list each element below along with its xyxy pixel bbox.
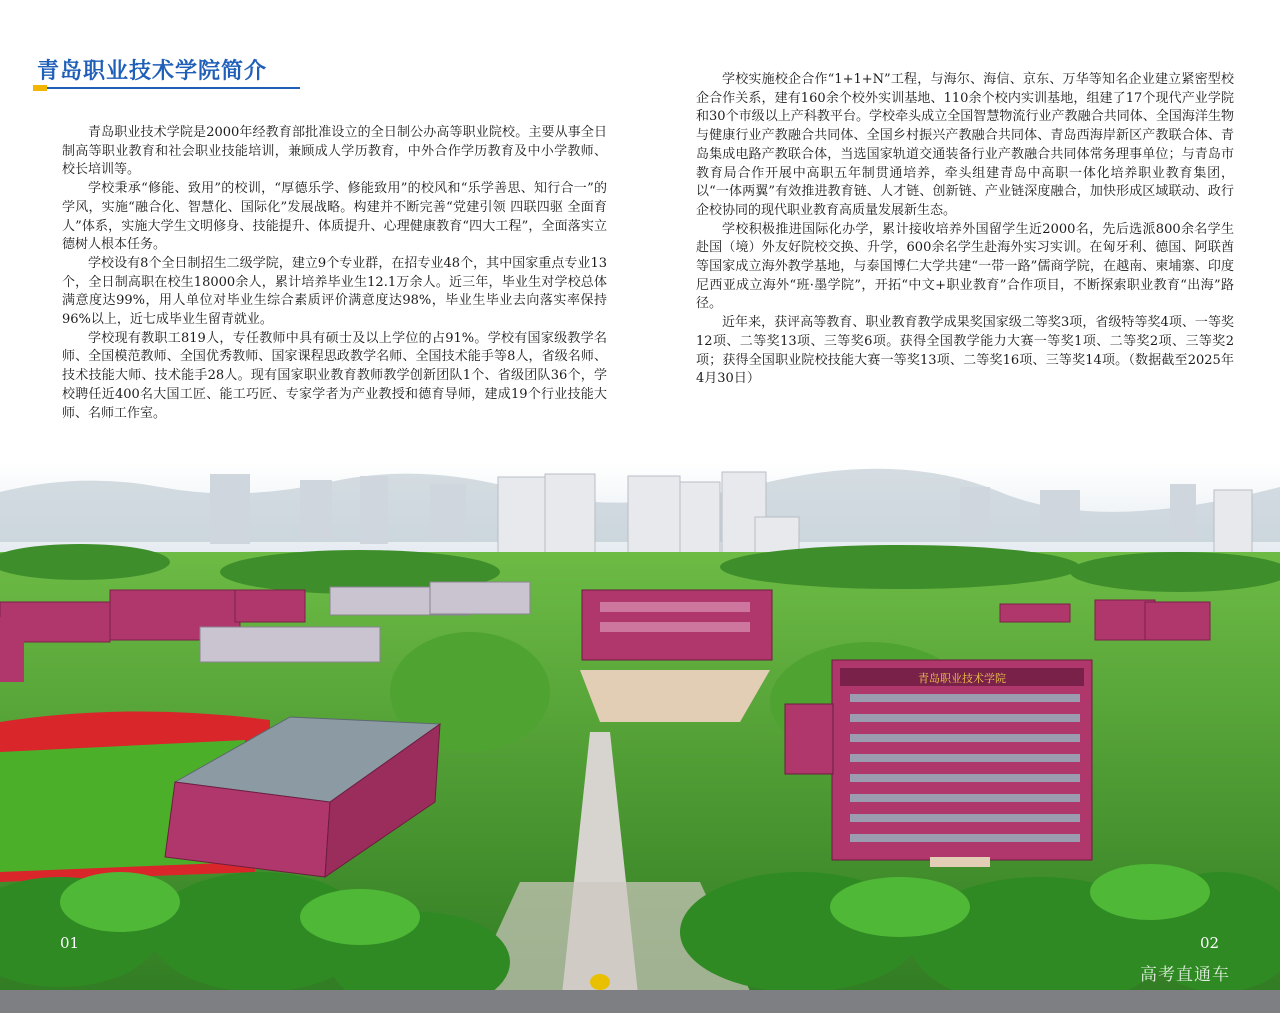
paragraph: 青岛职业技术学院是2000年经教育部批准设立的全日制公办高等职业院校。主要从事全日制高等职业教育和社会职业技能培训，兼顾成人学历教育，中外合作学历教育及中小学教师、校长培训等。: [62, 125, 607, 178]
page-number-left: 01: [60, 934, 80, 952]
left-text-column: [62, 124, 607, 423]
paragraph: 近年来，获评高等教育、职业教育教学成果奖国家级二等奖3项，省级特等奖4项、一等奖12项、二等奖13项、三等奖6项。获得全国教学能力大赛一等奖1项、二等奖2项、三等奖2项；获得全国职业院校技能大赛一等奖13项、二等奖16项、三等奖14项。（数据截至2025年4月30日）: [696, 315, 1234, 387]
paragraph: 学校设有8个全日制招生二级学院，建立9个专业群，在招专业48个，其中国家重点专业13个，全日制高职在校生18000余人，累计培养毕业生12.1万余人。近三年，毕业生对学校总体满意度达99%，用人单位对毕业生综合素质评价满意度达98%，毕业生毕业去向落实率保持96%以上，近七成毕业生留青就业。: [62, 255, 607, 328]
paragraph: 学校积极推进国际化办学，累计接收培养外国留学生近2000名，先后选派800余名学生赴国（境）外友好院校交换、升学，600余名学生赴海外实习实训。在匈牙利、德国、阿联酋等国家成立海外教学基地，与泰国博仁大学共建“一带一路”儒商学院，在越南、柬埔寨、印度尼西亚成立海外“班·墨学院”，开拓“中文+职业教育”合作项目，不断探索职业教育“出海”路径。: [696, 221, 1234, 312]
right-text-column: [696, 71, 1234, 389]
title-underline: [37, 87, 300, 89]
paragraph: 学校现有教职工819人，专任教师中具有硕士及以上学位的占91%。学校有国家级教学名师、全国模范教师、全国优秀教师、国家课程思政教学名师、全国技术能手等8人，省级名师、技术技能大师、技术能手28人。现有国家职业教育教师教学创新团队1个、省级团队36个，学校聘任近400名大国工匠、能工巧匠、专家学者为产业教授和德育导师，建成19个行业技能大师、名师工作室。: [62, 330, 607, 421]
page-number-right: 02: [1200, 934, 1220, 952]
page-title: 青岛职业技术学院简介: [37, 59, 268, 84]
campus-aerial-photo: [0, 462, 1280, 1013]
watermark-text: 高考直通车: [1140, 965, 1230, 985]
paragraph: 学校实施校企合作“1+1+N”工程，与海尔、海信、京东、万华等知名企业建立紧密型校企合作关系，建有160余个校外实训基地、110余个校内实训基地，组建了17个现代产业学院和30个市级以上产科教平台。学校牵头成立全国智慧物流行业产教融合共同体、全国海洋生物与健康行业产教融合共同体、全国乡村振兴产教融合共同体、青岛西海岸新区产教联合体、青岛集成电路产教联合体，当选国家轨道交通装备行业产教融合共同体常务理事单位；与青岛市教育局合作开展中高职五年制贯通培养，牵头组建青岛中高职一体化培养职业教育集团，以“一体两翼”有效推进教育链、人才链、创新链、产业链深度融合，加快形成区域联动、政行企校协同的现代职业教育高质量发展新生态。: [696, 72, 1234, 218]
title-accent-mark: [33, 85, 47, 91]
paragraph: 学校秉承“修能、致用”的校训，“厚德乐学、修能致用”的校风和“乐学善思、知行合一”的学风，实施“融合化、智慧化、国际化”发展战略。构建并不断完善“党建引领 四联四驱 全面育人”体系，实施大学生文明修身、技能提升、体质提升、心理健康教育“四大工程”，全面落实立德树人根本任务。: [62, 181, 607, 253]
building-sign: 青岛职业技术学院: [918, 672, 1006, 685]
